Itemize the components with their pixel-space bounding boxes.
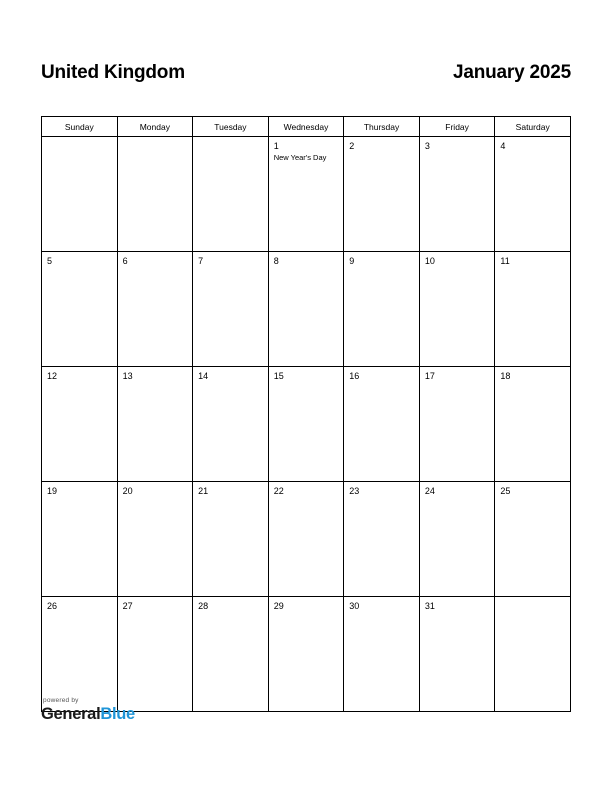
calendar-week-row [42, 137, 571, 252]
day-cell[interactable] [117, 367, 193, 482]
day-number: 5 [47, 256, 53, 266]
day-number: 23 [349, 486, 360, 496]
generalblue-logo[interactable] [41, 705, 241, 723]
day-cell[interactable] [117, 137, 193, 252]
footer [41, 697, 241, 723]
day-number: 7 [198, 256, 204, 266]
day-cell[interactable] [193, 482, 269, 597]
day-cell[interactable] [42, 597, 118, 712]
day-number: 8 [273, 256, 279, 266]
day-number: 13 [122, 371, 133, 381]
day-number: 16 [349, 371, 360, 381]
month-year-title: January 2025 [452, 62, 571, 83]
day-cell[interactable] [268, 137, 344, 252]
day-number: 3 [424, 141, 430, 151]
page-header [41, 62, 571, 84]
day-cell[interactable] [419, 367, 495, 482]
day-cell[interactable] [344, 482, 420, 597]
day-number: 21 [198, 486, 209, 496]
weekday-header-thursday: Thursday [344, 117, 420, 137]
day-cell[interactable] [495, 597, 571, 712]
day-number: 29 [273, 601, 284, 611]
day-cell[interactable] [268, 252, 344, 367]
country-title: United Kingdom [41, 62, 185, 83]
day-cell[interactable] [419, 137, 495, 252]
weekday-header-saturday: Saturday [495, 117, 571, 137]
day-cell[interactable] [42, 252, 118, 367]
day-number: 12 [47, 371, 58, 381]
day-number: 6 [122, 256, 128, 266]
day-cell[interactable] [419, 597, 495, 712]
day-cell[interactable] [495, 482, 571, 597]
day-number: 26 [47, 601, 58, 611]
day-cell[interactable] [117, 597, 193, 712]
day-number: 17 [424, 371, 435, 381]
day-cell[interactable] [193, 597, 269, 712]
powered-by-label: powered by [43, 697, 79, 704]
day-number: 14 [198, 371, 209, 381]
calendar-week-row [42, 482, 571, 597]
day-cell[interactable] [419, 252, 495, 367]
day-cell[interactable] [193, 367, 269, 482]
day-number: 18 [500, 371, 511, 381]
day-event: New Year's Day [273, 153, 327, 162]
calendar-week-row [42, 252, 571, 367]
day-cell[interactable] [193, 137, 269, 252]
day-cell[interactable] [495, 252, 571, 367]
weekday-header-monday: Monday [117, 117, 193, 137]
day-cell[interactable] [419, 482, 495, 597]
day-cell[interactable] [42, 367, 118, 482]
day-number: 11 [500, 256, 510, 266]
weekday-header-row [42, 117, 571, 137]
day-number: 28 [198, 601, 209, 611]
day-number: 31 [424, 601, 435, 611]
day-number: 4 [500, 141, 506, 151]
day-number: 9 [349, 256, 355, 266]
day-cell[interactable] [268, 367, 344, 482]
day-number: 1 [273, 141, 279, 151]
day-cell[interactable] [495, 367, 571, 482]
brand-name-general: General [41, 705, 101, 723]
day-cell[interactable] [117, 482, 193, 597]
day-number: 25 [500, 486, 511, 496]
day-cell[interactable] [42, 482, 118, 597]
brand-name-blue: Blue [100, 705, 135, 723]
day-cell[interactable] [344, 597, 420, 712]
calendar-week-row [42, 367, 571, 482]
day-number: 24 [424, 486, 435, 496]
day-cell[interactable] [268, 482, 344, 597]
weekday-header-sunday: Sunday [42, 117, 118, 137]
day-cell[interactable] [193, 252, 269, 367]
day-number: 27 [122, 601, 133, 611]
day-number: 22 [273, 486, 284, 496]
day-number: 2 [349, 141, 355, 151]
weekday-header-tuesday: Tuesday [193, 117, 269, 137]
day-number: 19 [47, 486, 58, 496]
day-cell[interactable] [344, 252, 420, 367]
calendar-grid [41, 116, 571, 712]
day-cell[interactable] [268, 597, 344, 712]
day-cell[interactable] [117, 252, 193, 367]
day-cell[interactable] [344, 367, 420, 482]
day-number: 10 [424, 256, 435, 266]
weekday-header-friday: Friday [419, 117, 495, 137]
day-cell[interactable] [344, 137, 420, 252]
day-number: 20 [122, 486, 133, 496]
weekday-header-wednesday: Wednesday [268, 117, 344, 137]
day-number: 30 [349, 601, 360, 611]
calendar-week-row [42, 597, 571, 712]
day-cell[interactable] [42, 137, 118, 252]
day-cell[interactable] [495, 137, 571, 252]
day-number: 15 [273, 371, 284, 381]
